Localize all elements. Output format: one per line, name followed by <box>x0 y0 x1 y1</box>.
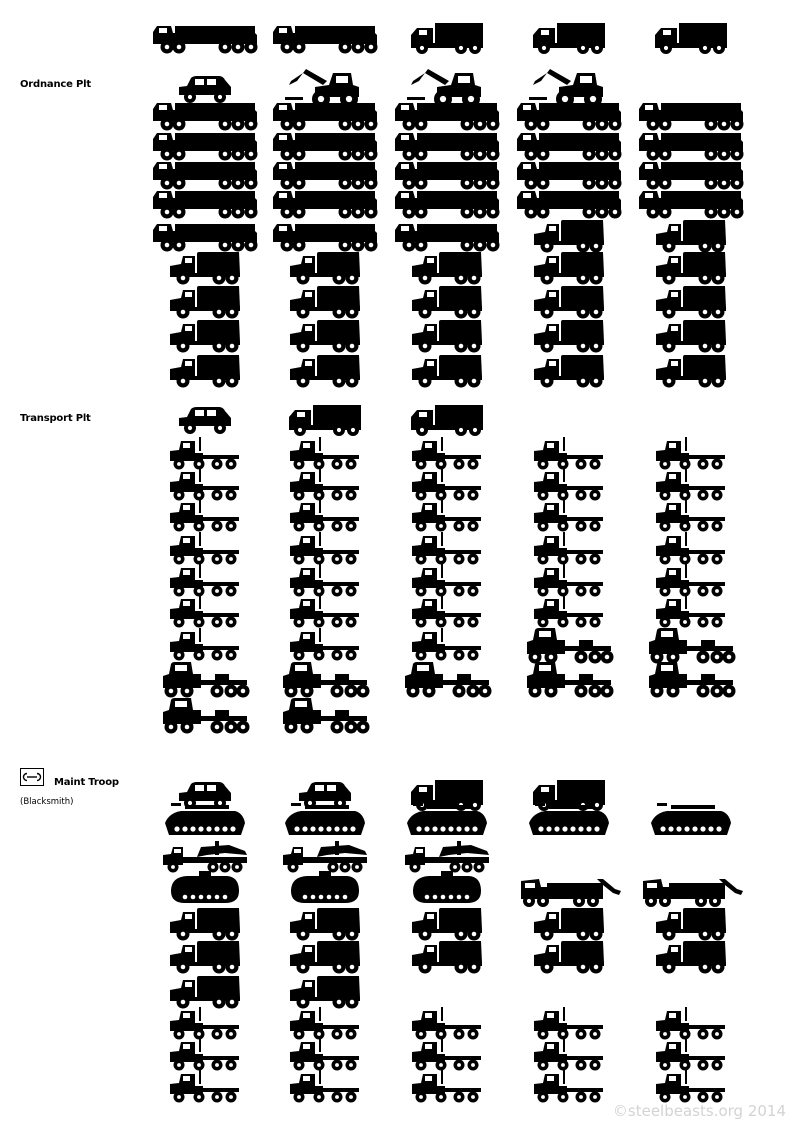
tractor-silhouette-icon <box>534 437 603 470</box>
tractor-silhouette-icon <box>412 1038 481 1071</box>
hettruck-silhouette-icon <box>527 662 614 698</box>
tractor-silhouette-icon <box>656 468 725 501</box>
tractor-silhouette-icon <box>534 595 603 628</box>
hemtt-silhouette-icon <box>273 133 378 161</box>
tgs-silhouette-icon <box>289 405 361 436</box>
tractor-silhouette-icon <box>412 1070 481 1103</box>
tractor-silhouette-icon <box>170 499 239 532</box>
hemtt-silhouette-icon <box>395 133 500 161</box>
tractor-silhouette-icon <box>170 1070 239 1103</box>
tractor-silhouette-icon <box>656 499 725 532</box>
tractor-silhouette-icon <box>290 628 359 661</box>
hemtt-silhouette-icon <box>153 224 258 252</box>
tractor-silhouette-icon <box>412 564 481 597</box>
tractor-silhouette-icon <box>290 564 359 597</box>
hemtt-silhouette-icon <box>639 103 744 131</box>
hettruck-silhouette-icon <box>649 662 736 698</box>
truck-silhouette-icon <box>290 252 360 285</box>
hemtt-silhouette-icon <box>273 26 378 54</box>
truck-silhouette-icon <box>534 320 604 353</box>
truck-silhouette-icon <box>412 286 482 319</box>
tractor-silhouette-icon <box>412 532 481 565</box>
truck-silhouette-icon <box>656 355 726 388</box>
truck-silhouette-icon <box>534 355 604 388</box>
gwagon-silhouette-icon <box>179 782 231 809</box>
hettruck-silhouette-icon <box>163 698 250 734</box>
tractor-silhouette-icon <box>170 1038 239 1071</box>
hettruck-silhouette-icon <box>283 698 370 734</box>
tractor-silhouette-icon <box>170 468 239 501</box>
tractor-silhouette-icon <box>656 564 725 597</box>
tractor-silhouette-icon <box>170 532 239 565</box>
section-sublabel-maint: (Blacksmith) <box>20 797 74 807</box>
wrecker-silhouette-icon <box>521 879 621 907</box>
tractor-silhouette-icon <box>412 437 481 470</box>
truck-silhouette-icon <box>170 908 240 941</box>
truck-silhouette-icon <box>534 908 604 941</box>
apc-silhouette-icon <box>413 871 481 903</box>
recovery-silhouette-icon <box>651 803 731 835</box>
loader-silhouette-icon <box>407 69 481 108</box>
truck-silhouette-icon <box>656 252 726 285</box>
tgs-silhouette-icon <box>533 23 605 54</box>
truck-silhouette-icon <box>170 286 240 319</box>
hemtt-silhouette-icon <box>639 162 744 190</box>
apc-silhouette-icon <box>291 871 359 903</box>
truck-silhouette-icon <box>290 908 360 941</box>
section-label-maint: Maint Troop <box>54 777 119 788</box>
truck-silhouette-icon <box>656 220 726 253</box>
hemtt-silhouette-icon <box>273 224 378 252</box>
crane-silhouette-icon <box>163 841 247 873</box>
hettruck-silhouette-icon <box>405 662 492 698</box>
hemtt-silhouette-icon <box>395 191 500 219</box>
tractor-silhouette-icon <box>290 468 359 501</box>
tractor-silhouette-icon <box>412 1007 481 1040</box>
tractor-silhouette-icon <box>290 595 359 628</box>
tractor-silhouette-icon <box>290 1007 359 1040</box>
hemtt-silhouette-icon <box>517 162 622 190</box>
hemtt-silhouette-icon <box>517 133 622 161</box>
hemtt-silhouette-icon <box>273 191 378 219</box>
truck-silhouette-icon <box>170 320 240 353</box>
truck-silhouette-icon <box>534 220 604 253</box>
truck-silhouette-icon <box>170 941 240 974</box>
tractor-silhouette-icon <box>656 595 725 628</box>
hemtt-silhouette-icon <box>395 103 500 131</box>
truck-silhouette-icon <box>290 355 360 388</box>
tractor-silhouette-icon <box>534 1070 603 1103</box>
gwagon-silhouette-icon <box>179 407 231 434</box>
tractor-silhouette-icon <box>290 437 359 470</box>
truck-silhouette-icon <box>534 286 604 319</box>
tractor-silhouette-icon <box>290 499 359 532</box>
tractor-silhouette-icon <box>412 468 481 501</box>
tgs-silhouette-icon <box>411 405 483 436</box>
recovery-silhouette-icon <box>285 803 365 835</box>
hemtt-silhouette-icon <box>153 103 258 131</box>
tractor-silhouette-icon <box>170 628 239 661</box>
truck-silhouette-icon <box>534 252 604 285</box>
hettruck-silhouette-icon <box>163 662 250 698</box>
recovery-silhouette-icon <box>165 803 245 835</box>
tractor-silhouette-icon <box>412 595 481 628</box>
hemtt-silhouette-icon <box>273 103 378 131</box>
tractor-silhouette-icon <box>412 499 481 532</box>
hemtt-silhouette-icon <box>273 162 378 190</box>
section-label-ordnance: Ordnance Plt <box>20 79 91 90</box>
truck-silhouette-icon <box>290 941 360 974</box>
tractor-silhouette-icon <box>534 499 603 532</box>
hemtt-silhouette-icon <box>517 191 622 219</box>
truck-silhouette-icon <box>534 941 604 974</box>
tractor-silhouette-icon <box>534 1038 603 1071</box>
tractor-silhouette-icon <box>170 437 239 470</box>
hemtt-silhouette-icon <box>153 191 258 219</box>
hemtt-silhouette-icon <box>517 103 622 131</box>
truck-silhouette-icon <box>656 941 726 974</box>
tractor-silhouette-icon <box>534 1007 603 1040</box>
crane-silhouette-icon <box>405 841 489 873</box>
hettruck-silhouette-icon <box>527 628 614 664</box>
tractor-silhouette-icon <box>656 1038 725 1071</box>
truck-silhouette-icon <box>412 941 482 974</box>
truck-silhouette-icon <box>656 908 726 941</box>
gwagon-silhouette-icon <box>299 782 351 809</box>
truck-silhouette-icon <box>412 320 482 353</box>
hemtt-silhouette-icon <box>395 162 500 190</box>
tgs-silhouette-icon <box>655 23 727 54</box>
tractor-silhouette-icon <box>534 532 603 565</box>
truck-silhouette-icon <box>412 252 482 285</box>
truck-silhouette-icon <box>412 908 482 941</box>
hemtt-silhouette-icon <box>153 133 258 161</box>
loader-silhouette-icon <box>285 69 359 108</box>
wrecker-silhouette-icon <box>643 879 743 907</box>
tractor-silhouette-icon <box>656 1007 725 1040</box>
truck-silhouette-icon <box>290 320 360 353</box>
copyright-watermark: ©steelbeasts.org 2014 <box>612 1102 786 1120</box>
crane-silhouette-icon <box>283 841 367 873</box>
tractor-silhouette-icon <box>412 628 481 661</box>
hemtt-silhouette-icon <box>639 133 744 161</box>
hettruck-silhouette-icon <box>649 628 736 664</box>
truck-silhouette-icon <box>290 286 360 319</box>
hemtt-silhouette-icon <box>395 224 500 252</box>
hemtt-silhouette-icon <box>153 26 258 54</box>
tractor-silhouette-icon <box>656 437 725 470</box>
tractor-silhouette-icon <box>290 532 359 565</box>
tgs-silhouette-icon <box>411 23 483 54</box>
truck-silhouette-icon <box>170 976 240 1009</box>
tractor-silhouette-icon <box>656 532 725 565</box>
truck-silhouette-icon <box>656 286 726 319</box>
section-label-transport: Transport Plt <box>20 413 91 424</box>
truck-silhouette-icon <box>170 252 240 285</box>
tractor-silhouette-icon <box>170 564 239 597</box>
apc-silhouette-icon <box>171 871 239 903</box>
hettruck-silhouette-icon <box>283 662 370 698</box>
truck-silhouette-icon <box>656 320 726 353</box>
gwagon-silhouette-icon <box>179 76 231 103</box>
truck-silhouette-icon <box>290 976 360 1009</box>
tractor-silhouette-icon <box>170 595 239 628</box>
tractor-silhouette-icon <box>656 1070 725 1103</box>
hemtt-silhouette-icon <box>639 191 744 219</box>
loader-silhouette-icon <box>529 69 603 108</box>
hemtt-silhouette-icon <box>153 162 258 190</box>
truck-silhouette-icon <box>412 355 482 388</box>
tractor-silhouette-icon <box>534 468 603 501</box>
tractor-silhouette-icon <box>290 1070 359 1103</box>
tractor-silhouette-icon <box>290 1038 359 1071</box>
truck-silhouette-icon <box>170 355 240 388</box>
tractor-silhouette-icon <box>170 1007 239 1040</box>
tractor-silhouette-icon <box>534 564 603 597</box>
